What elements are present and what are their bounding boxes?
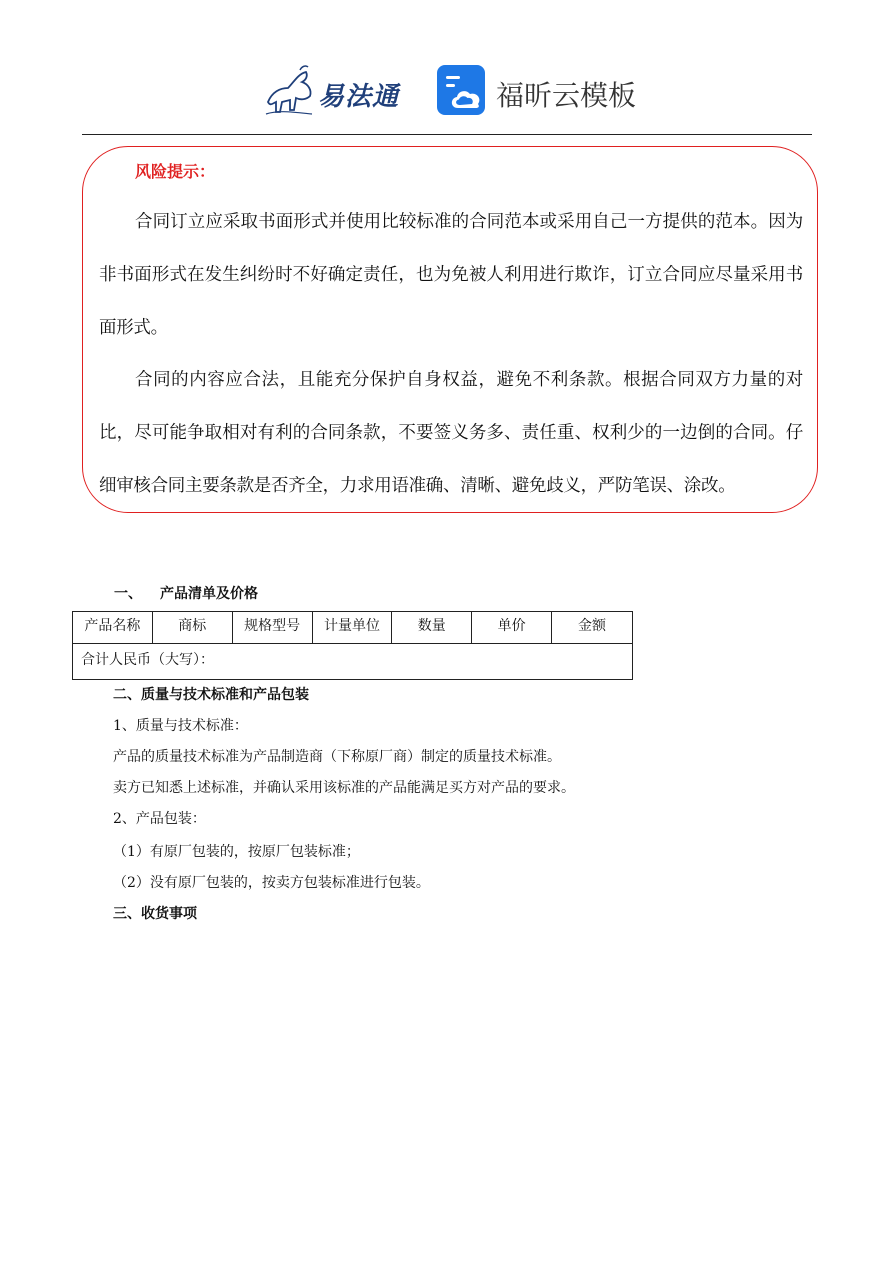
section-1-title: 产品清单及价格 <box>160 586 258 602</box>
table-header-row <box>73 612 633 644</box>
table-header-cell: 规格型号 <box>232 612 312 644</box>
product-price-table <box>72 611 633 680</box>
table-header-cell: 数量 <box>392 612 472 644</box>
section-2-line: 产品的质量技术标准为产品制造商（下称原厂商）制定的质量技术标准。 <box>113 749 561 765</box>
risk-notice-paragraph: 合同的内容应合法，且能充分保护自身权益，避免不利条款。根据合同双方力量的对比，尽可能争取相对有利的合同条款，不要签义务多、责任重、权利少的一边倒的合同。仔细审核合同主要条款是否齐全，力求用语准确、清晰、避免歧义，严防笔误、涂改。 <box>99 370 803 496</box>
yifatong-logo-text: 易法通 <box>318 82 400 112</box>
yifatong-logo <box>262 62 412 120</box>
table-header-cell: 单价 <box>472 612 552 644</box>
table-header-cell: 产品名称 <box>73 612 153 644</box>
fuxin-logo-text: 福昕云模板 <box>496 79 637 112</box>
table-total-row <box>73 644 633 680</box>
section-1-number: 一、 <box>114 586 142 602</box>
section-2-line: 2、产品包装： <box>113 811 206 827</box>
section-2-title: 二、质量与技术标准和产品包装 <box>113 687 309 703</box>
risk-notice-box <box>82 146 818 513</box>
risk-notice-paragraph: 合同订立应采取书面形式并使用比较标准的合同范本或采用自己一方提供的范本。因为非书面形式在发生纠纷时不好确定责任，也为免被人利用进行欺诈，订立合同应尽量采用书面形式。 <box>99 212 803 338</box>
table-header-cell: 计量单位 <box>312 612 392 644</box>
qilin-icon <box>262 62 320 120</box>
header-divider <box>82 134 812 135</box>
total-amount-label: 合计人民币（大写）： <box>73 644 633 680</box>
section-2-line: （2）没有原厂包装的，按卖方包装标准进行包装。 <box>113 875 430 891</box>
section-3-title: 三、收货事项 <box>113 906 197 922</box>
table-header-cell: 金额 <box>552 612 633 644</box>
document-cloud-icon <box>436 64 488 116</box>
section-2-line: 1、质量与技术标准： <box>113 718 248 734</box>
section-2-line: （1）有原厂包装的，按原厂包装标准； <box>113 844 360 860</box>
section-2-line: 卖方已知悉上述标准，并确认采用该标准的产品能满足买方对产品的要求。 <box>113 780 575 796</box>
risk-notice-title: 风险提示： <box>135 162 216 181</box>
table-header-cell: 商标 <box>152 612 232 644</box>
